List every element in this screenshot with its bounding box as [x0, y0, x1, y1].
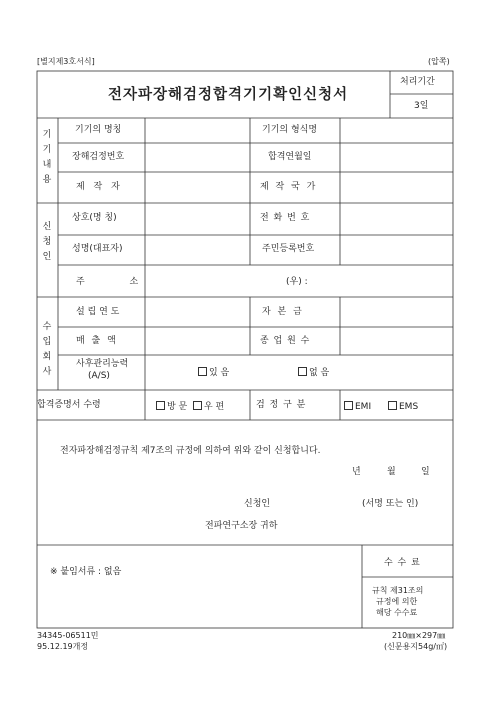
label-zip: (우) : [286, 277, 308, 287]
label-sales: 매 출 액 [76, 336, 116, 346]
fee-line-3: 해당 수수료 [376, 608, 418, 617]
declaration-text: 전자파장해검정규칙 제7조의 규정에 의하여 위와 같이 신청합니다. [60, 446, 321, 456]
fee-line-2: 규정에 의한 [376, 597, 418, 606]
label-resident-no: 주민등록번호 [262, 244, 315, 254]
label-maker-country: 제 작 국 가 [260, 182, 318, 192]
label-company: 상호(명 칭) [72, 213, 117, 223]
label-test-type: 검 정 구 분 [256, 400, 307, 410]
pressed-mark: (압쪽) [428, 57, 450, 66]
processing-period-value: 3일 [414, 101, 429, 111]
label-address: 주 소 [76, 277, 139, 287]
checkbox-mail[interactable] [193, 401, 202, 410]
fee-label: 수 수 료 [384, 558, 421, 568]
emi-label: EMI [355, 402, 372, 412]
fee-line-1: 규칙 제31조의 [372, 586, 424, 595]
label-as-ability: 사후관리능력 [76, 359, 129, 369]
as-yes-label: 있 음 [209, 368, 230, 378]
label-device-name: 기기의 명칭 [75, 125, 122, 135]
mail-label: 우 편 [204, 402, 225, 412]
footer-paper: (신문용지54g/㎡) [384, 642, 448, 651]
checkbox-as-yes[interactable] [198, 367, 207, 376]
form-number: [별지제3호서식] [37, 57, 95, 66]
option-mail[interactable] [193, 401, 224, 412]
option-ems[interactable] [388, 401, 418, 412]
ems-label: EMS [399, 402, 419, 412]
visit-label: 방 문 [167, 402, 188, 412]
label-model-name: 기기의 형식명 [262, 125, 318, 135]
option-visit[interactable] [156, 401, 187, 412]
option-as-no[interactable] [298, 367, 329, 378]
option-as-yes[interactable] [198, 367, 229, 378]
section-importer-label: 수입회사 [42, 322, 52, 377]
checkbox-emi[interactable] [344, 401, 353, 410]
as-no-label: 없 음 [309, 368, 330, 378]
label-capital: 자 본 금 [262, 307, 304, 317]
date-month: 월 [387, 467, 396, 477]
label-maker: 제 작 자 [76, 182, 123, 192]
date-day: 일 [421, 467, 430, 477]
checkbox-as-no[interactable] [298, 367, 307, 376]
label-pass-date: 합격연월일 [268, 152, 312, 162]
label-phone: 전 화 번 호 [260, 213, 311, 223]
checkbox-ems[interactable] [388, 401, 397, 410]
label-employees: 종 업 원 수 [260, 336, 311, 346]
footer-code: 34345-06511민 [37, 631, 99, 640]
checkbox-visit[interactable] [156, 401, 165, 410]
applicant-sign-note: (서명 또는 인) [362, 499, 419, 509]
addressee: 전파연구소장 귀하 [205, 521, 278, 531]
label-receipt-method: 합격증명서 수령 [37, 400, 101, 410]
date-year: 년 [352, 467, 361, 477]
footer-revised: 95.12.19개정 [37, 642, 89, 651]
applicant-sign-label: 신청인 [244, 499, 271, 509]
option-emi[interactable] [344, 401, 371, 412]
form-title: 전자파장해검정합격기기확인신청서 [108, 87, 349, 103]
section-applicant-label: 신청인 [42, 222, 52, 262]
processing-period-label: 처리기간 [400, 77, 435, 87]
label-as-abbr: (A/S) [88, 371, 110, 381]
section-device-label: 기기내용 [42, 130, 52, 185]
footer-size: 210㎜×297㎜ [392, 631, 446, 640]
label-cert-no: 장해검정번호 [72, 152, 125, 162]
attachments-note: ※ 붙임서류 : 없음 [50, 567, 122, 577]
label-est-year: 설 립 연 도 [76, 307, 120, 317]
label-rep-name: 성명(대표자) [72, 244, 123, 254]
